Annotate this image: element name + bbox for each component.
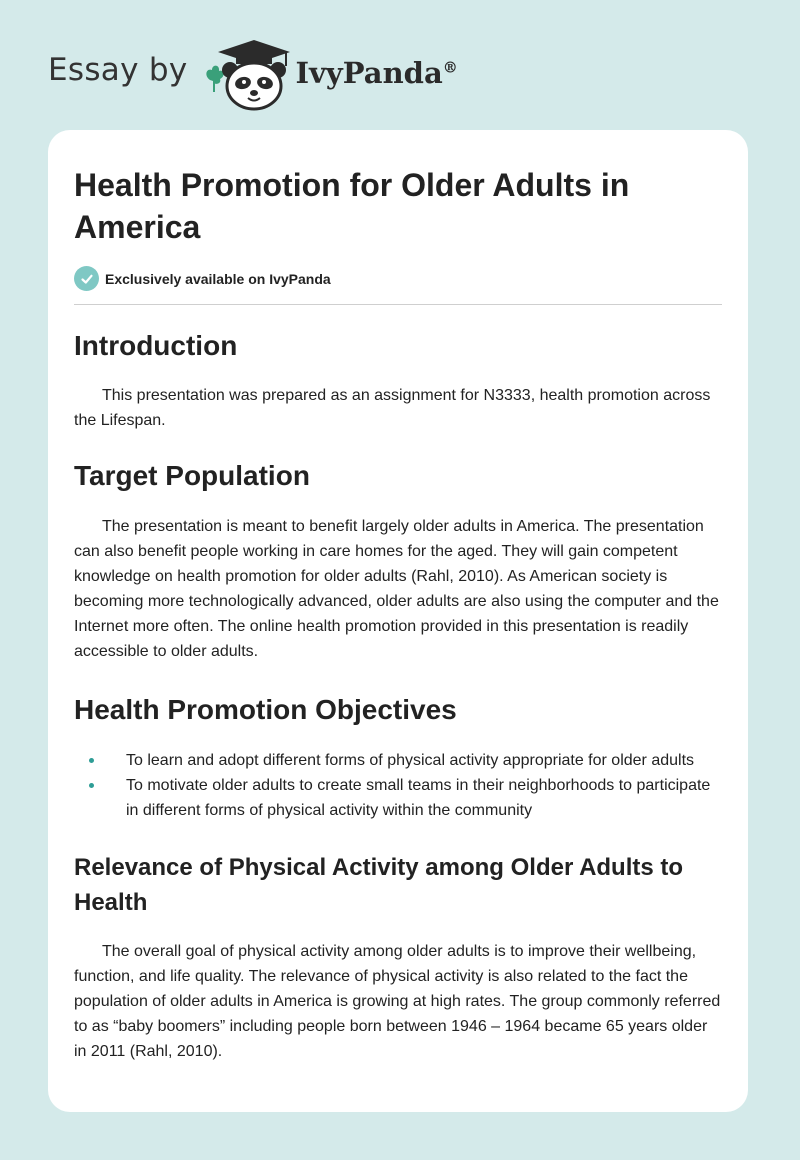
essay-by-label: Essay by bbox=[48, 52, 188, 88]
site-header bbox=[48, 34, 458, 114]
essay-card bbox=[48, 130, 748, 1112]
section-heading: Target Population bbox=[74, 460, 310, 491]
brand-name[interactable]: IvyPanda® bbox=[295, 56, 458, 90]
objectives-list bbox=[74, 748, 722, 823]
page-title: Health Promotion for Older Adults in America bbox=[74, 167, 630, 245]
divider bbox=[74, 304, 722, 305]
check-icon bbox=[74, 266, 99, 291]
panda-graduate-icon[interactable] bbox=[202, 36, 294, 112]
section-relevance bbox=[74, 850, 722, 1064]
section-heading: Relevance of Physical Activity among Older Adults to Health bbox=[74, 854, 684, 916]
section-objectives bbox=[74, 693, 722, 823]
section-heading: Introduction bbox=[74, 330, 238, 361]
list-item: To learn and adopt different forms of physical activity appropriate for older adults bbox=[74, 748, 722, 773]
section-introduction bbox=[74, 329, 722, 433]
exclusive-badge bbox=[74, 266, 722, 291]
section-paragraph: This presentation was prepared as an assignment for N3333, health promotion across the Lifespan. bbox=[74, 387, 711, 429]
badge-label: Exclusively available on IvyPanda bbox=[105, 270, 331, 287]
section-target-population bbox=[74, 459, 722, 664]
section-heading: Health Promotion Objectives bbox=[74, 694, 457, 725]
list-item: To motivate older adults to create small teams in their neighborhoods to participate in different forms of physical activity within the community bbox=[74, 773, 722, 823]
section-paragraph: The overall goal of physical activity among older adults is to improve their wellbeing, function, and life quality. The relevance of physical activity is also related to the fact the population of older adults in America is growing at high rates. The group commonly referred to as “baby boomers” including people born between 1946 – 1964 became 65 years older in 2011 (Rahl, 2010). bbox=[74, 943, 721, 1060]
section-paragraph: The presentation is meant to benefit largely older adults in America. The presentation can also benefit people working in care homes for the aged. They will gain competent knowledge on health promotion for older adults (Rahl, 2010). As American society is becoming more technologically advanced, older adults are also using the computer and the Internet more often. The online health promotion provided in this presentation is readily accessible to older adults. bbox=[74, 518, 719, 660]
